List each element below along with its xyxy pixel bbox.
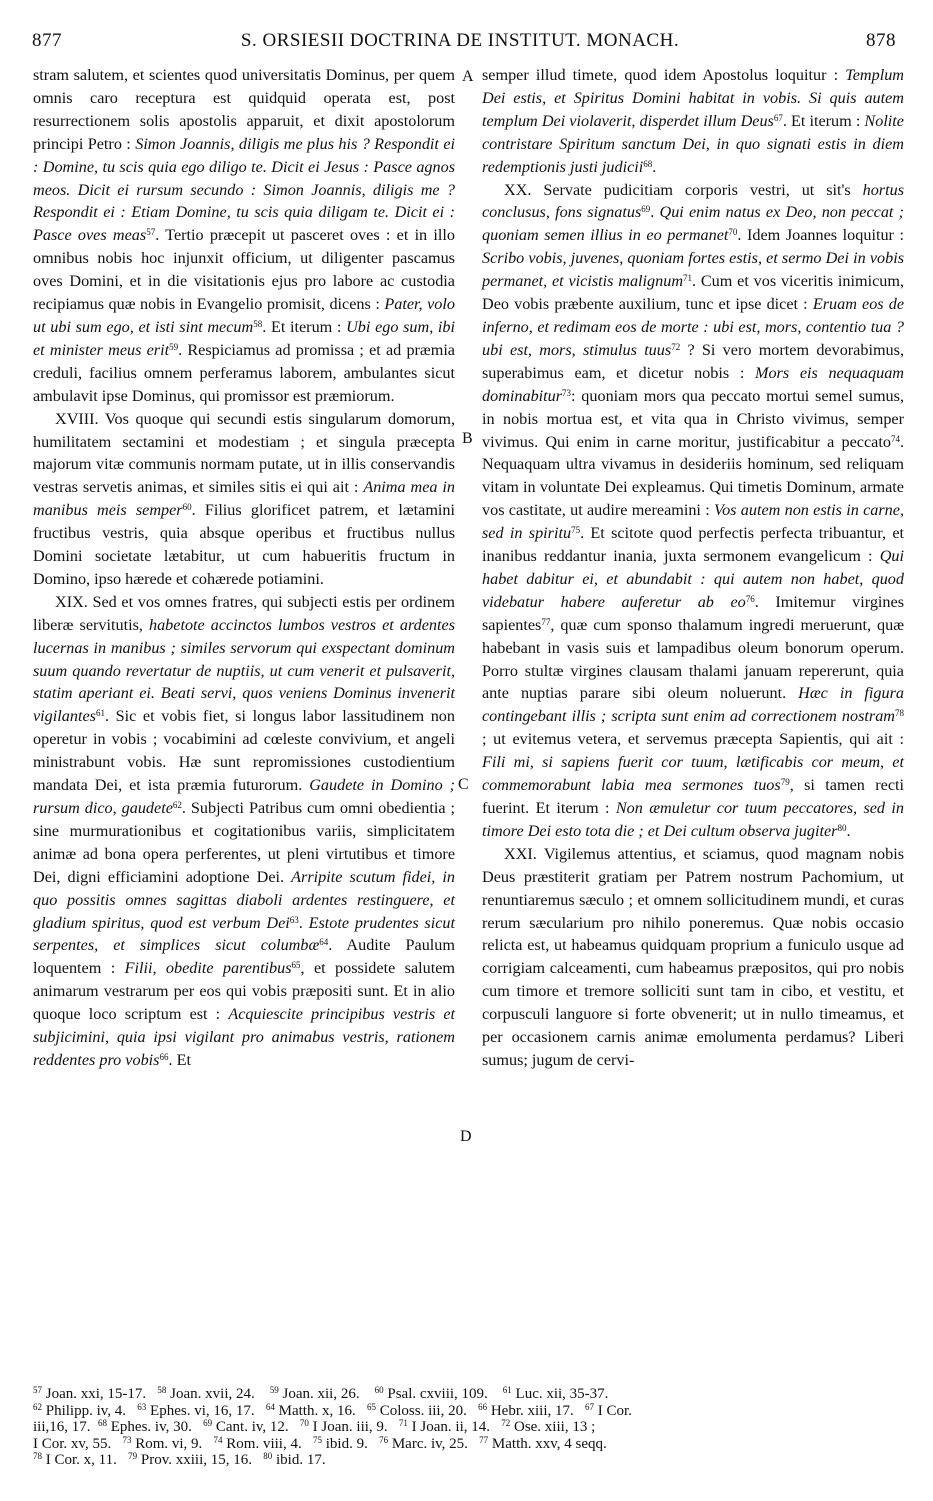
running-title: S. ORSIESII DOCTRINA DE INSTITUT. MONACH.: [240, 30, 680, 51]
footnote-76: $^{76}$ Marc. iv, 25.: [379, 1434, 468, 1452]
footnote-65: $^{65}$ Coloss. iii, 20.: [366, 1401, 467, 1419]
footnote-62: $^{62}$ Philipp. iv, 4.: [33, 1401, 127, 1419]
left-column: [33, 64, 455, 1072]
footnote-line: [33, 1403, 905, 1420]
footnote-line: [33, 1419, 905, 1436]
footnote-line: [33, 1452, 905, 1469]
margin-marker-d: D: [460, 1128, 472, 1145]
margin-marker-a: A: [462, 68, 474, 85]
footnote-69: $^{69}$ Cant. iv, 12.: [203, 1418, 289, 1435]
paragraph-continuation: stram salutem, et scientes quod universitatis Dominus, per quem omnis caro receptura est quidquid operata est, post resurrectionem solis apostolis apparuit, et dixit apostolorum principi Petro : Simon Joannis, diligis me plus his ? Respondit ei : Domine, tu scis quia ego diligo te. Dicit ei Jesus : Pasce agnos meos. Dicit ei rursum secundo : Simon Joannis, diligis me ? Respondit ei : Etiam Domine, tu scis quia diligam te. Dicit ei : Pasce oves meas$^{57}$. Tertio præcepit ut pasceret oves : et in illo omnibus nobis hoc injunxit officium, ut diligenter pascamus oves Domini, et in die visitationis ejus pro labore ac custodia recipiamus quæ nobis in Evangelio promisit, dicens : Pater, volo ut ubi sum ego, et isti sint mecum$^{58}$. Et iterum : Ubi ego sum, ibi et minister meus erit$^{59}$. Respiciamus ad promissa ; et ad præmia creduli, facilius omnem perferamus laborem, ambulantes sicut ambulavit ipse Dominus, qui promissor est præmiorum.: [33, 66, 456, 405]
paragraph-xviii: XVIII. Vos quoque qui secundi estis singularum domorum, humilitatem sectamini et modestiam ; et singula præcepta majorum vitæ communis normam putate, ut in illis conservandis vestras servetis animas, et similes sitis ei qui ait : Anima mea in manibus meis semper$^{60}$. Filius glorificet patrem, et lætamini fructibus vestris, quia absque operibus et fructibus nullus Domini societate lætabitur, ut cum habueritis fructum in Domino, ipso hærede et cohærede potiamini.: [33, 409, 455, 588]
page-number-left: 877: [32, 30, 62, 51]
footnote-78: $^{78}$ I Cor. x, 11.: [33, 1451, 117, 1468]
footnote-67: $^{67}$ I Cor.: [585, 1401, 632, 1419]
footnote-79: $^{79}$ Prov. xxiii, 15, 16.: [128, 1451, 252, 1468]
footnote-71: $^{71}$ I Joan. ii, 14.: [398, 1418, 490, 1435]
margin-marker-b: B: [462, 430, 473, 447]
paragraph-xxi: XXI. Vigilemus attentius, et sciamus, quod magnam nobis Deus præstiterit gratiam per Patrem nostrum Pachomium, ut renuntiaremus sæculo ; et omnem sollicitudinem mundi, et curas rerum sæcularium pro nihilo poneremus. Quæ nobis occasio relicta est, ut habeamus quidquam proprium a funiculo usque ad corrigiam calceamenti, cum habeamus præpositos, qui pro nobis cum timore et tremore solliciti sunt tam in cibo, et vestitu, et corpusculi languore si forte obvenerit; ut in nullo timeamus, et per occasionem carnis animæ emolumenta perdamus? Liberi sumus; jugum de cervi-: [482, 844, 904, 1069]
footnote-77: $^{77}$ Matth. xxv, 4 seqq.: [479, 1434, 607, 1452]
footnote-64: $^{64}$ Matth. x, 16.: [265, 1401, 356, 1419]
footnote-72: $^{72}$ Ose. xiii, 13 ;: [501, 1418, 596, 1435]
right-column: [482, 64, 904, 1072]
footnote-68: $^{68}$ Ephes. iv, 30.: [98, 1418, 192, 1435]
paragraph-xx: XX. Servate pudicitiam corporis vestri, ut sit's hortus conclusus, fons signatus$^{69}$. Qui enim natus ex Deo, non peccat ; quoniam semen illius in eo permanet$^{70}$. Idem Joannes loquitur : Scribo vobis, juvenes, quoniam fortes estis, et sermo Dei in vobis permanet, et vicistis malignum$^{71}$. Cum et vos viceritis inimicum, Deo vobis præbente auxilium, tunc et ipse dicet : Eruam eos de inferno, et redimam eos de morte : ubi est, mors, contentio tua ? ubi est, mors, stimulus tuus$^{72}$ ? Si vero mortem devorabimus, superabimus eam, et dicetur nobis : Mors eis nequaquam dominabitur$^{73}$: quoniam mors qua peccato mortui semel sumus, in nobis mortua est, et vita qua in Christo vivimus, semper vivimus. Qui enim in carne moritur, justificabitur a peccato$^{74}$. Nequaquam ultra vivamus in desideriis hominum, sed reliquam vitam in voluntate Dei expleamus. Qui timetis Dominum, armate vos castitate, ut audire mereamini : Vos autem non estis in carne, sed in spiritu$^{75}$. Et scitote quod perfectis perfecta tribuantur, et inanibus reddantur inania, juxta sermonem evangelicum : Qui habet dabitur ei, et abundabit : qui autem non habet, quod videbatur habere auferetur ab $eo^{76}$. Imitemur virgines sapientes$^{77}$, quæ cum sponso thalamum ingredi meruerunt, quæ habebant in vasis suis et lampadibus oleum bonorum operum. Porro stultæ virgines clausam thalami januam repererunt, quia ante nuptias parare sibi oleum noluerunt. Hæc in figura contingebant illis ; scripta sunt enim ad correctionem nostram$^{78}$ ; ut evitemus vetera, et servemus præcepta Sapientis, qui ait : Fili mi, si sapiens fuerit cor tuum, lætificabis cor meum, et commemorabunt labia mea sermones tuos$^{79}$, si tamen recti fuerint. Et iterum : Non æmuletur cor tuum peccatores, sed in timore Dei esto tota die ; et Dei cultum observa jugiter$^{80}$.: [482, 180, 905, 840]
footnote-63: $^{63}$ Ephes. vi, 16, 17.: [137, 1401, 255, 1419]
footnote-67-cont: iii,16, 17.: [33, 1419, 91, 1435]
footnotes: [33, 1386, 905, 1469]
footnote-80: $^{80}$ ibid. 17.: [263, 1451, 326, 1468]
footnote-60: $^{60}$ Psal. cxviii, 109.: [374, 1385, 488, 1402]
paragraph-xix: XIX. Sed et vos omnes fratres, qui subjecti estis per ordinem liberæ servitutis, habetote accinctos lumbos vestros et ardentes lucernas in manibus ; similes servorum qui exspectant dominum suum quando revertatur de nuptiis, ut cum venerit et pulsaverit, statim aperiant ei. Beati servi, quos veniens Dominus invenerit vigilantes$^{61}$. Sic et vobis fiet, si longus labor lassitudinem non operetur in vobis ; vocabimini ad cœleste convivium, et angeli ministrabunt vobis. Hæ sunt repromissiones custodientium mandata Dei, et ista præmia futurorum. Gaudete in Domino ; rursum dico, gaudete$^{62}$. Subjecti Patribus cum omni obedientia ; sine murmurationibus et cogitationibus variis, simplicitatem animæ ad bona opera perferentes, ut pleni virtutibus et timore Dei, digni efficiamini adoptione Dei. Arripite scutum fidei, in quo possitis omnes sagittas diaboli ardentes restinguere, et gladium spiritus, quod est verbum Dei$^{63}$. Estote prudentes sicut serpentes, et simplices sicut columbæ$^{64}$. Audite Paulum loquentem : Filii, obedite parentibus$^{65}$, et possidete salutem animarum vestrarum per eos qui vobis præpositi sunt. Et in alio quoque loco scriptum est : Acquiescite principibus vestris et subjicimini, quia ipsi vigilant pro animabus vestris, rationem reddentes pro vobis$^{66}$. Et: [33, 592, 456, 1069]
footnote-59: $^{59}$ Joan. xii, 26.: [269, 1385, 360, 1402]
footnote-61: $^{61}$ Luc. xii, 35-37.: [502, 1385, 609, 1402]
footnote-line: [33, 1386, 905, 1403]
page-header: [24, 30, 896, 60]
footnote-66: $^{66}$ Hebr. xiii, 17.: [478, 1401, 574, 1419]
paragraph-continuation: semper illud timete, quod idem Apostolus loquitur : Templum Dei estis, et Spiritus Domini habitat in vobis. Si quis autem templum Dei violaverit, disperdet illum Deus$^{67}$. Et iterum : Nolite contristare Spiritum sanctum Dei, in quo signati estis in diem redemptionis justi judicii$^{68}$.: [482, 66, 904, 176]
page-number-right: 878: [866, 30, 896, 51]
footnote-57: $^{57}$ Joan. xxi, 15-17.: [33, 1385, 147, 1402]
footnote-73: $^{73}$ Rom. vi, 9.: [122, 1434, 203, 1452]
footnote-74: $^{74}$ Rom. viii, 4.: [213, 1434, 302, 1452]
footnote-line: [33, 1436, 905, 1453]
footnote-72-cont: I Cor. xv, 55.: [33, 1435, 112, 1452]
footnote-58: $^{58}$ Joan. xvii, 24.: [157, 1385, 255, 1402]
footnote-75: $^{75}$ ibid. 9.: [312, 1434, 368, 1452]
margin-marker-c: C: [458, 776, 469, 793]
footnote-70: $^{70}$ I Joan. iii, 9.: [299, 1418, 388, 1435]
